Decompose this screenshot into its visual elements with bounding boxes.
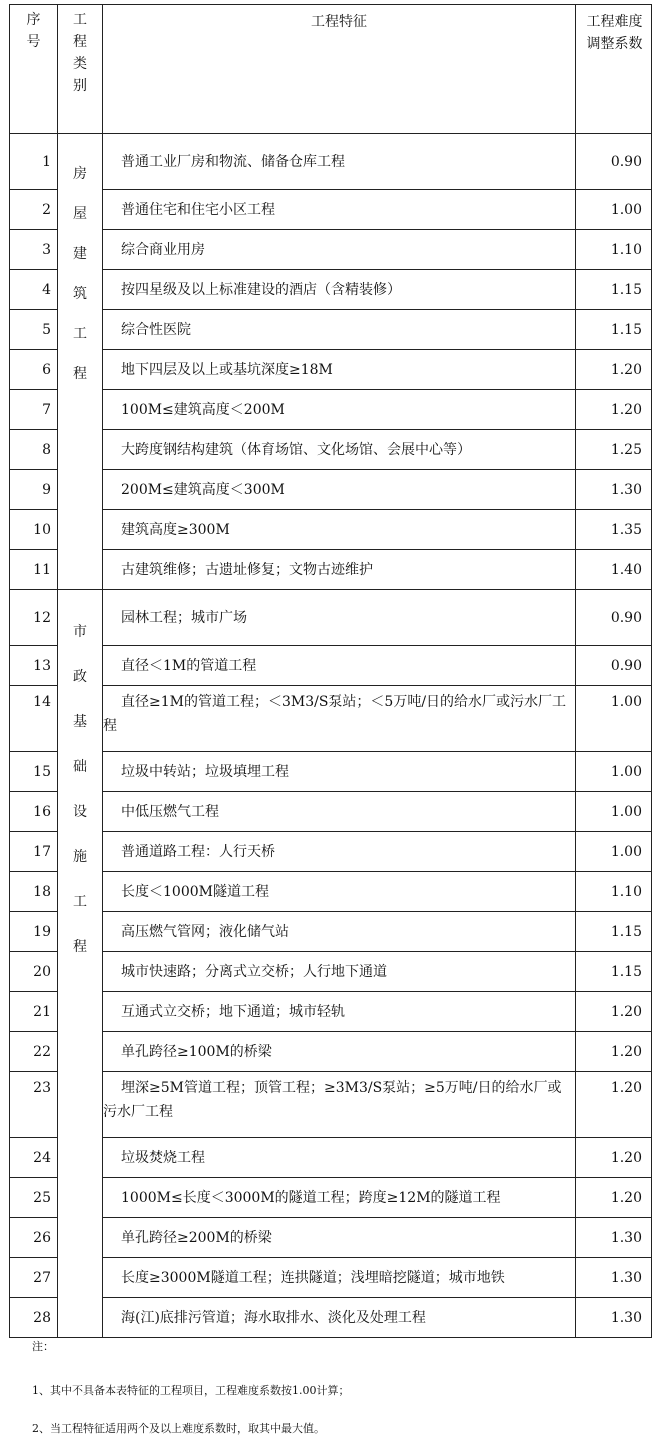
row-coefficient: 0.90 bbox=[576, 134, 652, 190]
row-feature: 古建筑维修；古遗址修复；文物古迹维护 bbox=[103, 550, 576, 590]
row-seq: 2 bbox=[10, 190, 58, 230]
table-row bbox=[10, 872, 652, 912]
table-row bbox=[10, 752, 652, 792]
row-coefficient: 1.20 bbox=[576, 992, 652, 1032]
row-feature: 大跨度钢结构建筑（体育场馆、文化场馆、会展中心等） bbox=[103, 430, 576, 470]
category-municipal bbox=[58, 590, 103, 1338]
row-coefficient: 1.25 bbox=[576, 430, 652, 470]
row-coefficient: 1.20 bbox=[576, 1178, 652, 1218]
table-row bbox=[10, 646, 652, 686]
row-seq: 7 bbox=[10, 390, 58, 430]
row-feature: 垃圾中转站；垃圾填埋工程 bbox=[103, 752, 576, 792]
row-feature: 高压燃气管网；液化储气站 bbox=[103, 912, 576, 952]
difficulty-table-container bbox=[9, 4, 651, 1338]
row-feature: 单孔跨径≥100M的桥梁 bbox=[103, 1032, 576, 1072]
row-seq: 18 bbox=[10, 872, 58, 912]
row-coefficient: 0.90 bbox=[576, 590, 652, 646]
table-row bbox=[10, 1032, 652, 1072]
row-seq: 15 bbox=[10, 752, 58, 792]
category-label: 市政基础设施工程 bbox=[73, 624, 87, 955]
table-row bbox=[10, 510, 652, 550]
table-row bbox=[10, 1218, 652, 1258]
table-row bbox=[10, 350, 652, 390]
row-seq: 23 bbox=[10, 1072, 58, 1138]
row-feature: 综合性医院 bbox=[103, 310, 576, 350]
row-seq: 14 bbox=[10, 686, 58, 752]
table-row bbox=[10, 190, 652, 230]
row-coefficient: 1.35 bbox=[576, 510, 652, 550]
row-coefficient: 1.30 bbox=[576, 1298, 652, 1338]
table-row bbox=[10, 134, 652, 190]
row-coefficient: 1.30 bbox=[576, 470, 652, 510]
row-seq: 24 bbox=[10, 1138, 58, 1178]
row-feature: 直径≥1M的管道工程；＜3M3/S泵站；＜5万吨/日的给水厂或污水厂工程 bbox=[103, 686, 576, 752]
row-seq: 16 bbox=[10, 792, 58, 832]
row-feature: 1000M≤长度＜3000M的隧道工程；跨度≥12M的隧道工程 bbox=[103, 1178, 576, 1218]
row-feature: 中低压燃气工程 bbox=[103, 792, 576, 832]
row-feature: 海(江)底排污管道；海水取排水、淡化及处理工程 bbox=[103, 1298, 576, 1338]
row-seq: 27 bbox=[10, 1258, 58, 1298]
row-coefficient: 0.90 bbox=[576, 646, 652, 686]
row-feature: 建筑高度≥300M bbox=[103, 510, 576, 550]
header-seq: 序号 bbox=[10, 5, 58, 134]
row-seq: 17 bbox=[10, 832, 58, 872]
row-feature: 普通住宅和住宅小区工程 bbox=[103, 190, 576, 230]
row-coefficient: 1.20 bbox=[576, 1032, 652, 1072]
row-feature: 埋深≥5M管道工程；顶管工程；≥3M3/S泵站；≥5万吨/日的给水厂或污水厂工程 bbox=[103, 1072, 576, 1138]
row-feature: 城市快速路；分离式立交桥；人行地下通道 bbox=[103, 952, 576, 992]
note-item-2: 2、当工程特征适用两个及以上难度系数时，取其中最大值。 bbox=[32, 1422, 325, 1435]
category-building bbox=[58, 134, 103, 590]
row-coefficient: 1.15 bbox=[576, 310, 652, 350]
row-coefficient: 1.40 bbox=[576, 550, 652, 590]
difficulty-coefficient-table bbox=[9, 4, 652, 1338]
row-feature: 按四星级及以上标准建设的酒店（含精装修） bbox=[103, 270, 576, 310]
table-row bbox=[10, 992, 652, 1032]
row-coefficient: 1.00 bbox=[576, 752, 652, 792]
row-coefficient: 1.30 bbox=[576, 1218, 652, 1258]
table-row bbox=[10, 686, 652, 752]
row-seq: 10 bbox=[10, 510, 58, 550]
row-coefficient: 1.20 bbox=[576, 390, 652, 430]
row-feature: 长度＜1000M隧道工程 bbox=[103, 872, 576, 912]
row-feature: 地下四层及以上或基坑深度≥18M bbox=[103, 350, 576, 390]
row-coefficient: 1.20 bbox=[576, 1072, 652, 1138]
table-row bbox=[10, 390, 652, 430]
table-header-row bbox=[10, 5, 652, 134]
table-row bbox=[10, 1072, 652, 1138]
row-seq: 19 bbox=[10, 912, 58, 952]
table-row bbox=[10, 430, 652, 470]
row-coefficient: 1.20 bbox=[576, 1138, 652, 1178]
table-row bbox=[10, 1258, 652, 1298]
row-coefficient: 1.15 bbox=[576, 270, 652, 310]
table-row bbox=[10, 1178, 652, 1218]
row-seq: 13 bbox=[10, 646, 58, 686]
row-feature: 200M≤建筑高度＜300M bbox=[103, 470, 576, 510]
row-coefficient: 1.00 bbox=[576, 686, 652, 752]
row-feature: 100M≤建筑高度＜200M bbox=[103, 390, 576, 430]
row-feature: 园林工程；城市广场 bbox=[103, 590, 576, 646]
row-feature: 垃圾焚烧工程 bbox=[103, 1138, 576, 1178]
row-seq: 28 bbox=[10, 1298, 58, 1338]
row-feature: 长度≥3000M隧道工程；连拱隧道；浅埋暗挖隧道；城市地铁 bbox=[103, 1258, 576, 1298]
row-seq: 25 bbox=[10, 1178, 58, 1218]
header-category: 工程类别 bbox=[58, 5, 103, 134]
table-row bbox=[10, 590, 652, 646]
row-coefficient: 1.10 bbox=[576, 872, 652, 912]
row-seq: 8 bbox=[10, 430, 58, 470]
table-row bbox=[10, 832, 652, 872]
row-coefficient: 1.10 bbox=[576, 230, 652, 270]
header-feature: 工程特征 bbox=[103, 5, 576, 134]
row-seq: 9 bbox=[10, 470, 58, 510]
row-seq: 12 bbox=[10, 590, 58, 646]
row-coefficient: 1.15 bbox=[576, 952, 652, 992]
table-row bbox=[10, 912, 652, 952]
row-seq: 21 bbox=[10, 992, 58, 1032]
row-seq: 1 bbox=[10, 134, 58, 190]
row-seq: 11 bbox=[10, 550, 58, 590]
category-label: 房屋建筑工程 bbox=[73, 166, 87, 382]
row-coefficient: 1.15 bbox=[576, 912, 652, 952]
row-feature: 直径＜1M的管道工程 bbox=[103, 646, 576, 686]
row-seq: 20 bbox=[10, 952, 58, 992]
notes-label: 注： bbox=[32, 1340, 54, 1353]
row-feature: 互通式立交桥；地下通道；城市轻轨 bbox=[103, 992, 576, 1032]
row-seq: 3 bbox=[10, 230, 58, 270]
row-coefficient: 1.00 bbox=[576, 792, 652, 832]
row-coefficient: 1.00 bbox=[576, 832, 652, 872]
table-row bbox=[10, 470, 652, 510]
table-row bbox=[10, 792, 652, 832]
row-coefficient: 1.00 bbox=[576, 190, 652, 230]
row-seq: 26 bbox=[10, 1218, 58, 1258]
row-seq: 4 bbox=[10, 270, 58, 310]
table-row bbox=[10, 1298, 652, 1338]
table-row bbox=[10, 952, 652, 992]
header-coefficient: 工程难度调整系数 bbox=[576, 5, 652, 134]
table-row bbox=[10, 230, 652, 270]
row-feature: 综合商业用房 bbox=[103, 230, 576, 270]
row-coefficient: 1.20 bbox=[576, 350, 652, 390]
row-feature: 单孔跨径≥200M的桥梁 bbox=[103, 1218, 576, 1258]
table-row bbox=[10, 550, 652, 590]
row-seq: 5 bbox=[10, 310, 58, 350]
table-row bbox=[10, 270, 652, 310]
row-seq: 22 bbox=[10, 1032, 58, 1072]
row-coefficient: 1.30 bbox=[576, 1258, 652, 1298]
note-item-1: 1、其中不具备本表特征的工程项目，工程难度系数按1.00计算； bbox=[32, 1384, 350, 1397]
row-feature: 普通道路工程：人行天桥 bbox=[103, 832, 576, 872]
row-feature: 普通工业厂房和物流、储备仓库工程 bbox=[103, 134, 576, 190]
row-seq: 6 bbox=[10, 350, 58, 390]
table-row bbox=[10, 1138, 652, 1178]
table-row bbox=[10, 310, 652, 350]
